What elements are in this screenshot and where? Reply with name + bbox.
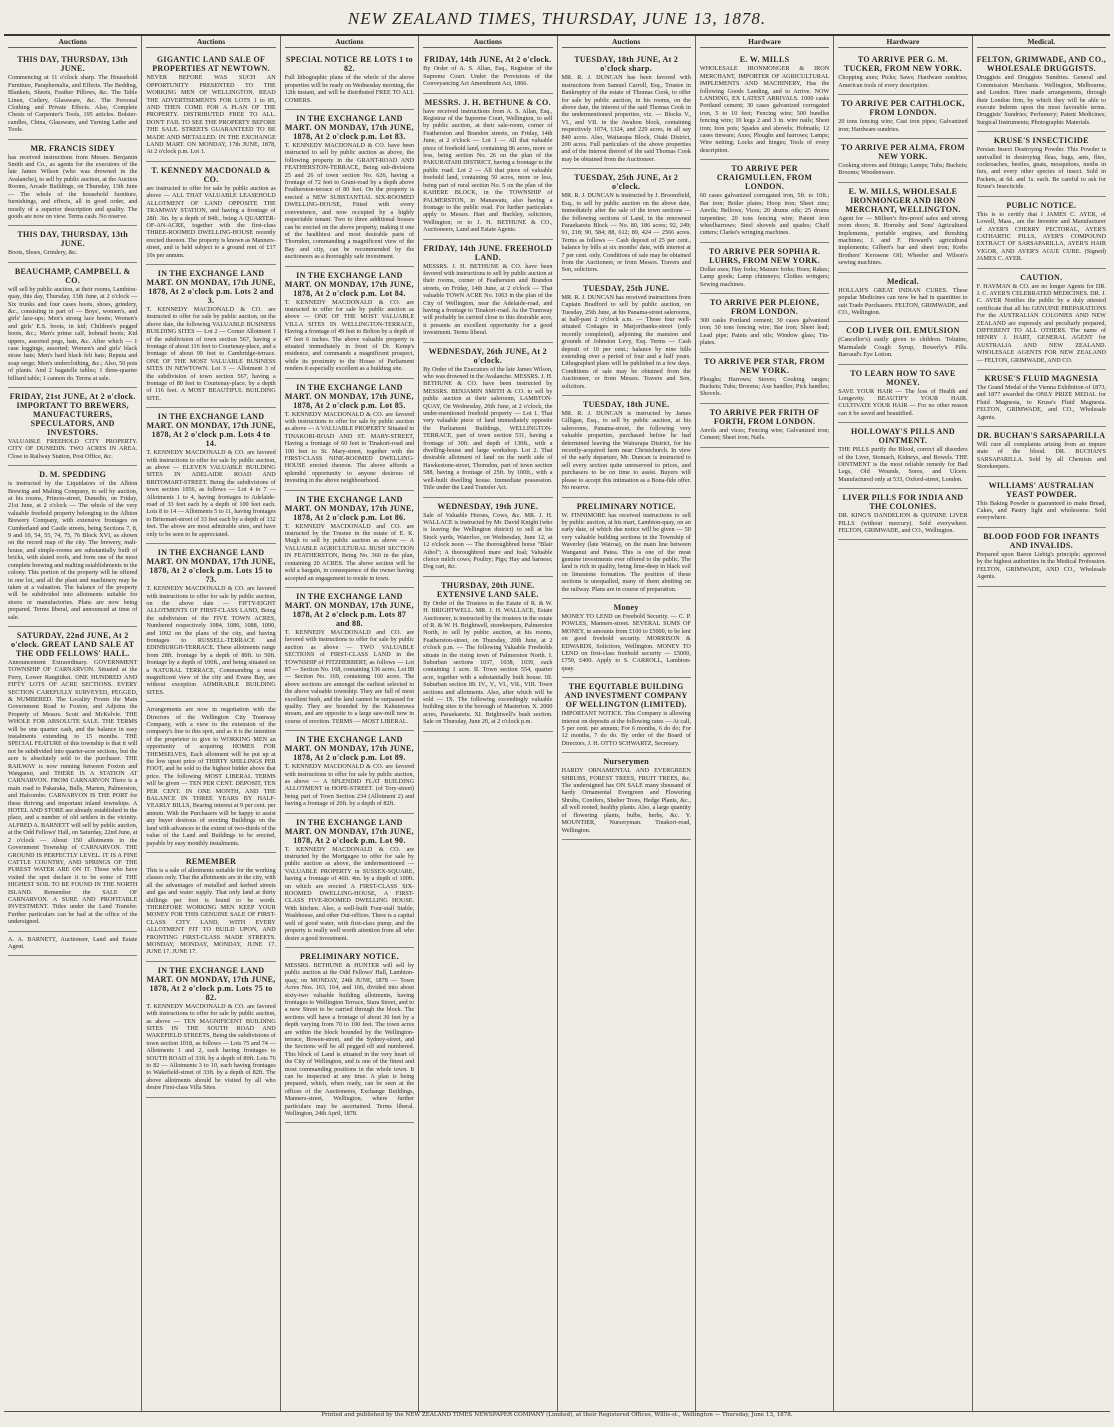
column-heading: Auctions — [285, 36, 414, 48]
advertisement — [977, 427, 1106, 477]
advertisement — [838, 273, 967, 323]
advertisement-body: Persian Insect Destroying Powder. This Powder is unrivalled in destroying fleas, bugs, ants, flies, cockroaches, beetles, gnats, mosquitoes, moths in furs, and every other species of insect. Sold in Packets, at 6d. and 1s. each. Be careful to ask for Kruse's Insecticide. — [976, 146, 1106, 191]
advertisement-body: A. A. BARNETT, Auctioneer, Land and Estate Agent. — [8, 935, 138, 950]
advertisement-body: Arrangements are now in negotiation with the Directors of the Wellington City Tramway Company, with a view to the extension of the company's line to this spot, and as it is the intention of the proprietor to give to WORKING MEN an opportunity of acquiring HOMES FOR THEMSELVES, Each allotment will be put up at the low upset price of THIRTY SHILLINGS PER FOOT, and be sold to the highest bidder above that price. The following MOST LIBERAL TERMS will be given — TEN PER CENT. DEPOSIT, TEN PER CENT. IN ONE MONTH, AND THE BALANCE IN THREE YEARS BY HALF-YEARLY BILLS, Bearing interest at 9 per cent. per annum. With the Purchasers will be happy to assist any buyer desirous of erecting Buildings on the land with advances to the extent of two-thirds of the value of the Land and Buildings to be erected, payable by easy monthly instalments. — [146, 706, 276, 847]
advertisement — [423, 498, 552, 577]
column-2 — [141, 36, 279, 1411]
advertisement-heading: IN THE EXCHANGE LAND MART. ON MONDAY, 17th JUNE, 1878, At 2 o'clock p.m. Lot 90. — [284, 817, 414, 845]
advertisement — [700, 294, 829, 353]
advertisement-body: Prepared upon Baron Liebig's principle; approved by the highest authorities in the Medical Profession. FELTON, GRIMWADE, AND CO., Wholesale Agents. — [976, 550, 1106, 581]
column-7 — [833, 36, 971, 1411]
column-heading: Auctions — [562, 36, 691, 48]
advertisement-heading: IN THE EXCHANGE LAND MART. ON MONDAY, 17th JUNE, 1878, At 2 o'clock p.m. Lots 4 to 14. — [146, 412, 276, 449]
advertisement-body: MR. R. J. DUNCAN is instructed by James Gilligan, Esq., to sell by public auction, at his salerooms, Panama-street, the following very valuable properties, purchased before he had determined leaving the Wairarapa District, for his recently-acquired farm near Christchurch. In view of the early departure, Mr. Duncan is instructed to sell every section quite unreserved to prices, and purchasers to be on time to assist. Buyers will please to accept this intimation as a Bona-fide offer. No reserve. — [561, 410, 691, 492]
advertisement — [8, 627, 137, 932]
advertisement-body: Full lithographic plans of the whole of the above properties will be ready on Wednesday morning, the 12th instant, and will be distributed FREE TO ALL COMERS. — [284, 74, 415, 104]
advertisement-heading: PRELIMINARY NOTICE. — [299, 951, 399, 961]
advertisement-heading: WEDNESDAY, 26th JUNE, At 2 o'clock. — [428, 346, 547, 365]
advertisement-body: IMPORTANT NOTICE. This Company is allowing interest on deposits at the following rates — At call, 5 per cent. per annum; For 6 months, 6 do do; For 12 months, 7 do do. By order of the Board of Directors, J. H. OTTO SCHWARTZ, Secretary. — [561, 710, 691, 747]
advertisement-heading: TO ARRIVE PER G. M. TUCKER, FROM NEW YORK. — [843, 55, 962, 74]
advertisement — [838, 139, 967, 183]
masthead-title: NEW ZEALAND TIMES, THURSDAY, JUNE 13, 1878. — [347, 9, 767, 28]
advertisement — [562, 396, 691, 497]
advertisement — [285, 51, 414, 110]
column-heading: Hardware — [700, 36, 829, 48]
advertisement — [146, 408, 275, 544]
advertisement-heading: IN THE EXCHANGE LAND MART. ON MONDAY, 17th JUNE, 1878, At 2 o'clock p.m. Lot 84. — [284, 270, 414, 298]
advertisement — [8, 226, 137, 262]
advertisement-body: Ploughs; Harrows; Stoves; Cooking ranges; Buckets; Tubs; Brooms; Axe handles; Pick handles; Shovels. — [699, 375, 830, 398]
advertisement-heading: TO ARRIVE PER FRITH OF FORTH, FROM LONDON. — [709, 407, 820, 426]
advertisement-heading: WILLIAMS' AUSTRALIAN YEAST POWDER. — [988, 480, 1094, 499]
advertisement-heading: BEAUCHAMP, CAMPBELL & CO. — [14, 266, 131, 285]
advertisement-body: The Grand Medal of the Vienna Exhibition of 1873, and 1877 awarded the ONLY PRIZE MEDAL for Fluid Magnesia, to Kruse's Fluid Magnesia. FELTON, GRIMWADE, and CO., Wholesale Agents. — [976, 384, 1106, 421]
advertisement-body: T. KENNEDY MACDONALD & CO. are instructed to offer for sale by public auction as above — ONE OF THE MOST VALUABLE VILLA SITES IN WELLINGTON-TERRACE, Having a frontage of 49 feet to Bolton by a depth of 47 feet 6 inches. The above valuable property is situated immediately in front of Dr. Kemp's residence, and commands a magnificent prospect, while its proximity to the House of Parliament renders it especially excellent as a building site. — [284, 298, 415, 373]
advertisement-heading: THE EQUITABLE BUILDING AND INVESTMENT COMPANY OF WELLINGTON (LIMITED). — [564, 682, 688, 710]
advertisement-body: will sell by public auction, at their rooms, Lambton-quay, this day, Thursday, 13th June, at 2 o'clock — Six trunks and four cases boots, shoes, grindery, &c., consisting in part of — Boys', women's, and girls' lace-ups; Men's strong lace boots; Women's and girls' E.S. boots, in kid; Children's pegged boots, &c.; Men's prime calf, hobnail boots; Kid uppers, assorted pegs, hats, &c. After which — 1 case leggings, assorted; Women's and girls' black straw hats; Men's hard black felt hats; Reputa and soap serge; Men's underclothing, &c.; Also, 50 pots of plants. And 2 bagatelle tables; 1 three-quarter billiard table; 1 cannon do. Terms at sale. — [8, 285, 138, 382]
advertisement-heading: TO ARRIVE PER CAITHLOCK, FROM LONDON. — [841, 99, 965, 118]
advertisement — [285, 110, 414, 267]
advertisement-heading: FELTON, GRIMWADE, AND CO., WHOLESALE DRUGGISTS. — [976, 55, 1106, 74]
advertisement-heading: GIGANTIC LAND SALE OF PROPERTIES AT NEWTOWN. — [152, 55, 270, 74]
advertisement-heading: TO LEARN HOW TO SAVE MONEY. — [850, 368, 956, 387]
advertisement-heading: TO ARRIVE PER CRAIGMULLEN, FROM LONDON. — [716, 164, 813, 192]
advertisement — [285, 379, 414, 491]
column-8 — [972, 36, 1110, 1411]
advertisement-body: SAVE YOUR HAIR — The loss of Health and Longevity. BEAUTIFY YOUR HAIR. CULTIVATE YOUR HAIR — For no other reason can it be saved and beautified. — [838, 387, 968, 417]
advertisement-heading: FRIDAY, 14th JUNE. FREEHOLD LAND. — [423, 243, 553, 262]
advertisement-heading: SATURDAY, 22nd JUNE, At 2 o'clock. GREAT LAND SALE AT THE ODD FELLOWS' HALL. — [10, 630, 135, 658]
advertisement-body: T. KENNEDY MACDONALD and CO. are favored with instructions to offer for sale by public auction as above — TWO VALUABLE SECTIONS of FIRST-CLASS LAND in the TOWNSHIP of FITZHERBERT, as follows — Lot 87 — Section No. 168, containing 136 acres. Lot 88 — Section No. 169, containing 160 acres. The above sections are amongst the earliest selected in the above valuable township. They are full of most excellent bush, and the land cannot be surpassed for quality. They are bounded by the Kahuterawa stream, and are opposite to a large saw-mill now in course of erection. TERMS — MOST LIBERAL. — [284, 628, 415, 725]
advertisement-body: T. KENNEDY MACDONALD & CO. are favored with instructions to offer for sale by public auction, on the above date — FIFTY-EIGHT ALLOTMENTS OF FIRST-CLASS LAND, Being the subdivision of the FIVE TOWN ACRES, Numbered respectively 1084, 1086, 1088, 1090, and 1092 on the plans of the city, and having frontages to RUSSELL-TERRACE and EDINBURGH-TERRACE. These allotments range from 28ft. frontage by a depth of 80ft. to 50ft. frontage by a depth of 100ft., and being situated on a NATURAL TERRACE, Commanding a most magnificent view of the city and Evans Bay, are without exception ADMIRABLE BUILDING SITES. — [146, 585, 276, 696]
advertisement-heading: TO ARRIVE PER ALMA, FROM NEW YORK. — [840, 143, 966, 162]
advertisement-body: HOLLAH'S GREAT INDIAN CURES. These popular Medicines can now be had in quantities to suit Trade Purchasers. FELTON, GRIMWADE, and CO., Wellington. — [838, 286, 968, 316]
advertisement-body: Boots, Shoes, Grindery, &c. — [8, 249, 78, 257]
advertisement — [423, 577, 552, 732]
advertisement-body: T. KENNEDY MACDONALD & CO. are favored with instructions to offer for sale by public auction, as above — ELEVEN VALUABLE BUILDING SITES IN ADELAIDE ROAD AND BRITOMART-STREET. Being the subdivisions of town section 1056, as follows — Lot 4 to 7 — Allotments 1 to 4, having frontages to Adelaide-road of 33 feet each by a depth of 100 feet each. Lots 8 to 14 — Allotments 5 to 11, having frontages to Britomart-street of 33 feet each by a depth of 132 feet. The above are most admirable sites, and have only to be seen to be appreciated. — [146, 449, 276, 538]
advertisement-body: NEVER BEFORE WAS SUCH AN OPPORTUNITY PRESENTED TO THE WORKING MEN OF WELLINGTON. READ THE ADVERTISEMENTS FOR LOTS 1 to 85, AND THEN COME FOR A PLAN OF THE PROPERTY. DISTRIBUTED FREE TO ALL. DON'T FAIL TO SEE THE PROPERTY BEFORE THE SALE. STREETS GUARANTEED TO BE MADE AND METALLED. IN THE EXCHANGE LAND MART. ON MONDAY, 17th JUNE, 1878, At 2 o'clock p.m. Lot 1. — [146, 74, 276, 156]
advertisement-heading: LIVER PILLS FOR INDIA AND THE COLONIES. — [842, 493, 964, 512]
advertisement-body: Announcement Extraordinary. GOVERNMENT TOWNSHIP OF CARNARVON. Situated at the Ferry, Lower Rangitikei. ONE HUNDRED AND FIFTY LOTS OF ACRE SECTIONS. EVERY SECTION CAREFULLY SURVEYED, PEGGED, & NUMBERED. The Locality Fronts the Main Government Road to Foxton, and Adjoins the Property of Messrs. Scott and McKelvie. THE WHOLE FOR ABSOLUTE SALE. THE TERMS will be one quarter cash, and the balance in easy instalments extending to 15 months. THE SPECIAL FEATURE of this township is that it will not be subdivided into quarter-acre sections, but the acre is absolutely sold to the purchaser. THE RAILWAY is now running between Foxton and Wanganui, and THERE IS A STATION AT CARNARVON. FROM CARNARVON There is a main road to Pakaraka, Bulls, Marton, Palmerston, and Halcombe. CARNARVON IS THE PORT for these thriving and important inland townships. A HOTEL AND STORE are already established in the place, and a number of old settlers in the vicinity. ALFRED A. BARNETT will sell by public auction, at the Odd Fellows' Hall, on Saturday, 22nd June, at 2 o'clock — About 150 allotments in the Government Township of CARNARVON. THE GROUND IS PERFECTLY LEVEL. IT IS A FINE CATTLE COUNTRY, AND SPRINGS OF THE PUREST WATER ARE ON IT. Those who have visited the spot declare it to be some of THE HIGHEST SOIL TO BE FOUND IN THE NORTH ISLAND. Remember the SALE OF CARNARVON. A SURE AND PROFITABLE INVESTMENT. Titles under the Land Transfer. Further particulars can be had at the office of the undersigned. — [8, 658, 138, 926]
advertisement-heading: IN THE EXCHANGE LAND MART. ON MONDAY, 17th JUNE, 1878, At 2 o'clock p.m. Lot 86. — [284, 494, 414, 522]
advertisement — [562, 498, 691, 599]
advertisement-heading: REMEMBER — [185, 856, 237, 866]
advertisement — [8, 932, 137, 957]
advertisement — [8, 466, 137, 627]
advertisement-body: Agent for — Millner's fire-proof safes and strong room doors; R. Hornsby and Sons' Agricultural Implements, portable engines, and threshing machines; J. and F. Howard's agricultural implements; Gilbert's bar and sheet iron; Krebs Brothers' Kerosene Oil; Wheeler and Wilson's sewing machines. — [838, 214, 968, 267]
advertisement-heading: IN THE EXCHANGE LAND MART. ON MONDAY, 17th JUNE, 1878, At 2 o'clock p.m. Lots 87 and 88. — [284, 591, 414, 628]
imprint: Printed and published by the NEW ZEALAND TIMES NEWSPAPER COMPANY (Limited), at their Registered Offices, Willis-st., Wellington — Thursday, June 13, 1878. — [321, 1412, 793, 1418]
advertisement-body: VALUABLE FREEHOLD CITY PROPERTY. CITY OF DUNEDIN. TWO ACRES IN AREA. Close to Railway Station, Post Office, &c. — [8, 438, 138, 460]
advertisement-body: HARDY ORNAMENTAL AND EVERGREEN SHRUBS, FOREST TREES, FRUIT TREES, &c. The undersigned has ON SALE many thousand of hardy Ornamental Evergreen and Flowering Shrubs, Conifers, Shelter Trees, Hedge Plants, &c., all well rooted, healthy plants. Also, a large quantity of flowering plants, bulbs, herbs, &c. Y. MOUNTIER, Nurseryman. Tinakori-road, Wellington. — [561, 767, 691, 834]
advertisement-body: Cooking stoves and fittings; Lamps; Tubs; Buckets; Brooms; Woodenware. — [838, 162, 968, 177]
advertisement — [146, 702, 275, 853]
advertisement-heading: IN THE EXCHANGE LAND MART. ON MONDAY, 17th JUNE, 1878, At 2 o'clock p.m. Lot 85. — [284, 382, 414, 410]
masthead — [4, 4, 1110, 36]
advertisement-heading: MR. FRANCIS SIDEY — [30, 143, 115, 153]
advertisement-heading: HOLLOWAY'S PILLS AND OINTMENT. — [850, 427, 955, 446]
advertisement — [838, 51, 967, 95]
advertisement-body: T. KENNEDY MACDONALD & CO. are favored with instructions to offer for sale by public auction, as above — TEN MAGNIFICENT BUILDING SITES IN THE SOUTH ROAD AND WAKEFIELD STREETS, Being the subdivisions of town section 1018, as follows — Lots 75 and 74 — Allotments 1 and 2, each having frontages to SOUTH ROAD of 33ft. by a depth of 80ft. Lots 76 to 82 — Allotments 3 to 10, each having frontages to Wakefield-street of 33ft. by a depth of 82ft. The above allotments should be visited by all who desire First-class Villa Sites. — [146, 1002, 276, 1092]
advertisement-heading: BLOOD FOOD FOR INFANTS AND INVALIDS. — [983, 531, 1100, 550]
advertisement-body: Druggists and Druggists Sundries. General and Commission Merchants. Wellington, Melbourne, and London. Have made arrangements, through their London firm, by which they will be able to execute Indents upon the most favorable terms. Druggists' Sundries; Perfumery; Patent Medicines; Surgical Instruments; Photographic Materials. — [976, 74, 1106, 126]
advertisement — [146, 265, 275, 408]
advertisement-body: Dollar axes; Hay forks; Manure forks; Hoes; Rakes; Lamp goods; Lamp chimneys; Clothes wringers; Sewing machines. — [699, 265, 830, 288]
advertisement-heading: KRUSE'S INSECTICIDE — [993, 136, 1089, 146]
advertisement-heading: FRIDAY, 14th JUNE, At 2 o'clock. — [424, 55, 552, 65]
advertisement-body: 300 casks Portland cement; 30 cases galvanized iron; 30 tons fencing wire; Bar iron; Sheet lead; Lead pipe; Paints and oils; Window glass; Tin-plates. — [699, 316, 830, 347]
advertisement-body: WHOLESALE IRONMONGER & IRON MERCHANT, IMPORTER OF AGRICULTURAL IMPLEMENTS AND MACHINERY, Has the following Goods Landing, and to Arrive. NOW LANDING, EX LATEST ARRIVALS. 1000 casks Portland cement; 30 cases galvanized corrugated iron, 5 to 10 feet; Fencing wire; 500 bundles fencing wire; 10 kegs 2 and 3 in. wire nails; Sheet iron; Iron pots; Spades and shovels; Hobnails; 12 cases tinware; Axes; Ploughs and harrows; Lamps; Wire netting; Locks and hinges; Tools of every description. — [699, 65, 830, 154]
advertisement-heading: THIS DAY, THURSDAY, 13th JUNE. — [17, 55, 128, 74]
advertisement — [977, 370, 1106, 427]
advertisement — [146, 51, 275, 161]
advertisement — [285, 948, 414, 1124]
advertisement-body: T. KENNEDY MACDONALD & CO. are instructed to offer for sale by public auction, on the above date, the following VALUABLE BUSINESS BUILDING SITES — Lot 2 — Corner Allotment 1 of the subdivision of town section 567, having a frontage of about 116 feet to Courtenay-place, and a frontage of about 99 feet to Cambridge-terrace. ONE OF THE MOST VALUABLE BUSINESS SITES IN NEWTOWN. Lot 3 — Allotment 3 of the subdivision of town section 567, having a frontage of 80 feet to Courtenay-place, by a depth of 116 feet. A MOST BEAUTIFUL BUILDING SITE. — [146, 305, 276, 402]
advertisement-heading: TO ARRIVE PER PLEIONE, FROM LONDON. — [709, 297, 820, 316]
advertisement — [700, 404, 829, 448]
advertisement-body: is instructed by the Liquidators of the Albion Brewing and Malting Company, to sell by auction, at his rooms, Princes-street, Dunedin, on Friday, 21st June, at 2 o'clock — The whole of the very valuable freehold property belonging to the Albion Brewery Company, with extensive frontages on Cumberland and Castle streets, being Sections 7, 8, 9 and 10, 54, 55, 74, 75, 76 Block XVI, as shown on the record map of the city. The brewery, malt-house, and simple-rooms are substantially built of bricks, with slated roofs, and form one of the most complete brewing and malting establishments in the colony. This portion of the property will be offered in one lot, and all the plant and machinery may be taken at a valuation. The balance of the property will be subdivided into allotments suitable for stores or manufactories. Plans are now being prepared. Terms liberal, and announced at time of sale. — [8, 480, 138, 621]
advertisement — [285, 588, 414, 731]
advertisement-body: T. KENNEDY MACDONALD & CO. have been instructed to sell by public auction as above, the following property in the GRANT-ROAD AND FEATHERSTON-TERRACE, Being sub-divisions 25 and 26 of town section No. 626, having a frontage of 72 feet to Grant-road by a depth above Featherston-terrace of 80 feet. On the property is erected a NEW SUBSTANTIAL SIX-ROOMED DWELLING-HOUSE, Fitted with every convenience, and now occupied by a highly respectable tenant. Two to three additional houses can be erected on the above property, making it one of the healthiest and most desirable parts of Thorndon, commanding a magnificent view of the Bay and city, can be recommended by the auctioneers as a thoroughly safe investment. — [284, 142, 415, 261]
column-5 — [557, 36, 695, 1411]
advertisement — [146, 162, 275, 265]
advertisement-body: By Order of A. S. Allan, Esq., Registrar of the Supreme Court. Under the Provisions of the Conveyancing Act Amendment Act, 1866. — [423, 65, 553, 88]
advertisement-body: Will cure all complaints arising from an impure state of the blood. DR. BUCHAN'S SARSAPARILLA. Sold by all Chemists and Storekeepers. — [976, 441, 1106, 471]
column-heading: Medical. — [977, 36, 1106, 48]
advertisement-heading: D. M. SPEDDING — [39, 470, 107, 480]
advertisement-body: 60 cases galvanized corrugated iron, 5ft. to 10ft.; Bar iron; Boiler plates; Hoop iron; Sheet zinc; Anvils; Bellows; Vices; 20 drums oils; 25 drums turpentine; 20 tons fencing wire; Patent iron wheelbarrows; Steel shovels and spades; Chaff cutters; Clarke's wringing machines. — [699, 192, 830, 237]
column-heading: Auctions — [146, 36, 275, 48]
advertisement-heading: CAUTION. — [1020, 272, 1063, 282]
advertisement-heading: TUESDAY, 25th JUNE, At 2 o'clock. — [574, 173, 679, 192]
advertisement — [8, 140, 137, 227]
advertisement — [562, 280, 691, 396]
advertisement-body: has received instructions from Messrs. Benjamin Smith and Co., as agents for the executors of the late James Wilson (who was drowned in the Avalanche), to sell by public auction, at the Auction Rooms, Arcade Buildings, on Thursday, 13th June — The whole of the household furniture, furnishings, and effects, all in good order, and mostly of a superior description and quality. The goods are now on view. Terms cash. No reserve. — [8, 153, 138, 220]
advertisement-body: W. FINNIMORE has received instructions to sell by public auction, at his mart, Lambton-quay, on an early date, of which due notice will be given — 50 very valuable building sections in the Township of Waverley (late Wairoa), on the main line between Wanganui and Patea. This is one of the most genuine investments ever offered to the public. The land is rich in quality, being lime-deep in black soil on limestone formation. The position of these sections is unequalled, many of them abutting on the railway. Plans are in course of preparation. — [561, 511, 691, 593]
advertisement-heading: IN THE EXCHANGE LAND MART. ON MONDAY, 17th JUNE, 1878, At 2 o'clock p.m. Lots 2 and 3. — [146, 268, 276, 305]
advertisement — [562, 678, 691, 753]
advertisement-body: 20 tons fencing wire; Cast iron pipes; Galvanized iron; Hardware sundries. — [838, 118, 968, 133]
advertisement-body: T. KENNEDY MACDONALD & CO. are instructed by the Mortgagee to offer for sale by public auction as above, the undermentioned — VALUABLE PROPERTY in SUSSEX-SQUARE, having a frontage of 46ft. 4in. by a depth of 100ft. on which are erected A FIRST-CLASS SIX-ROOMED DWELLING-HOUSE, A FIRST-CLASS FIVE-ROOMED DWELLING HOUSE. With kitchen. Also, a well-built Four-stall Stable, Washhouse, and other Out-offices. There is a capital well of good water, with first-class pump, and the property is really well worth attention from all who desire a good investment. — [284, 845, 415, 942]
advertisement — [562, 753, 691, 840]
advertisement-heading: Medical. — [886, 276, 919, 286]
advertisement — [146, 544, 275, 702]
advertisement-heading: Money — [613, 602, 639, 612]
columns — [4, 36, 1110, 1412]
advertisement-body: MESSRS. BETHUNE & HUNTER will sell by public auction at the Odd Fellows' Hall, Lambton-quay, on MONDAY, 24th JUNE, 1878 — Town Acres Nos. 163, 164, and 166, divided into about sixty-two valuable building allotments, having frontages to Wellington Terrace, Stara Street, and to a new Street to be carried through the block. The sections will have a frontage of about 30 feet by a depth varying from 70 to 100 feet. The town acres are within the block bounded by the Wellington-terrace, Bowen-street, and the Sydney-street, and the Sections will be all pegged off and numbered. This block of Land is situated in the very heart of the City of Wellington, and is one of the finest and most commanding positions in the whole town. It can be inspected at any time. A plan is being prepared, which, when ready, can be seen at the offices of the Auctioneers, Exchange Buildings, Manners-street, Wellington, where further particulars may be ascertained. Terms liberal. Wellington, 24th April, 1878. — [284, 961, 415, 1118]
advertisement — [146, 853, 275, 962]
advertisement-body: T. KENNEDY MACDONALD & CO. are favored with instructions to offer for sale by public auction, as above — A SPLENDID FLAT BUILDING ALLOTMENT in HOPE-STREET. (of Tory-street) being part of Town Section 234 (Allotment 2) and having a frontage of 20ft. by a depth of 82ft. — [284, 763, 415, 808]
advertisement-body: Chopping axes; Picks; Saws; Hardware sundries; American tools of every description. — [838, 74, 968, 89]
advertisement-body: THE PILLS purify the Blood, correct all disorders of the Liver, Stomach, Kidneys, and Bowels. THE OINTMENT is the most reliable remedy for Bad Legs, Old Wounds, Sores, and Ulcers. Manufactured only at 533, Oxford-street, London. — [838, 446, 968, 483]
advertisement-body: F. HAYMAN & CO. are no longer Agents for DR. J. C. AYER'S CELEBRATED MEDICINES. DR. J. C. AYER Notifies the public by a duly attested certificate that all his GENUINE PREPARATIONS For the AUSTRALIAN COLONIES AND NEW ZEALAND are expressly and peculiarly prepared, DIFFERENT TO ALL OTHERS. The name of HENRY J. HART, GENERAL AGENT for AUSTRALIA AND NEW ZEALAND. WHOLESALE AGENTS FOR NEW ZEALAND — FELTON, GRIMWADE, AND CO. — [976, 282, 1106, 364]
advertisement — [977, 269, 1106, 370]
advertisement — [838, 365, 967, 424]
advertisement-heading: TUESDAY, 18th JUNE, At 2 o'clock sharp. — [574, 55, 679, 74]
advertisement — [423, 343, 552, 498]
advertisement-body: By Order of the Trustees in the Estate of R. & W. H. BRIGHTWELL. MR. J. H. WALLACE, Estate Auctioneer, is instructed by the trustees in the estate of R. & W. H. Brightwell, storekeepers, Palmerston North, to sell by public auction, at his rooms, Featherston-street, on Thursday, 20th June, at 2 o'clock p.m. — The following Valuable Freeholds situate in the rising town of Palmerston North. I. Suburban sections 1037, 1038, 1039, each containing 1 acre. II. Town section 554, quarter acre, together with a substantially built house. III. Suburban section 89. IV., V., VI., VII., VIII. Town sections and allotments. Also, after which will be sold — IX. The following exceedingly valuable building sites in the borough of Masterton. X. 2000 acres, Paraekaretu. XI. Brightwell's bush section. Sale on Thursday, June 20, at 2 o'clock p.m. — [423, 599, 553, 726]
advertisement-heading: FRIDAY, 21st JUNE, At 2 o'clock. IMPORTANT TO BREWERS, MANUFACTURERS, SPECULATORS, AND INVESTORS. — [9, 392, 136, 437]
advertisement — [838, 322, 967, 364]
advertisement-body: MONEY TO LEND on Freehold Security. — C. P. POWLES, Manners-street. SEVERAL SUMS OF MONEY, in amounts from £100 to £5000, to be lent on good freehold security. MORRISON & EDWARDS, Solicitors, Wellington. MONEY TO LEND on first-class freehold security — £5000, £750, £400. Apply to S. CARROLL, Lambton-quay. — [561, 612, 691, 672]
advertisement-heading: THIS DAY, THURSDAY, 13th JUNE. — [17, 230, 128, 249]
column-heading: Hardware — [838, 36, 967, 48]
advertisement-heading: THURSDAY, 20th JUNE. EXTENSIVE LAND SALE. — [436, 580, 539, 599]
column-4 — [418, 36, 556, 1411]
advertisement-heading: TUESDAY, 18th JUNE. — [582, 400, 670, 410]
advertisement-heading: DR. BUCHAN'S SARSAPARILLA — [977, 431, 1106, 441]
advertisement-body: MR. R. J. DUNCAN is instructed by J. Broomfield, Esq., to sell by public auction on the above date, immediately after the sale of the town sections — the following sections of Land, in the renowned Paraekaretu Block — No. 80, 186 acres; 92, 249; 91, 218; 90, 584; 88, 612; 89, 424 — 2566 acres. Terms as follows — Cash deposit of 25 per cent., balance by bills at six months' date, with interest at 7 per cent. only. Conditions of sale may be obtained from the Auctioneer, or from Messrs. Travers and Son, solicitors. — [561, 192, 691, 274]
column-heading: Auctions — [8, 36, 137, 48]
column-1 — [4, 36, 141, 1411]
newspaper-page — [4, 4, 1110, 1419]
advertisement — [8, 388, 137, 466]
advertisement-body: Commencing at 11 o'clock sharp. The Household Furniture, Paraphernalia, and Effects. The Bedding, Blankets, Sheets, Feather Pillows, &c. The Table Linen, Cutlery, Glassware, &c. The Personal Clothing and Private Effects. Also, Complete Chests of Carpenter's Tools, 195 articles. Bolster-candles, China, Glassware, and Turning Lathe and Tools. — [8, 74, 138, 134]
advertisement-heading: E. W. MILLS — [739, 55, 790, 65]
advertisement-heading: IN THE EXCHANGE LAND MART. ON MONDAY, 17th JUNE, 1878, At 2 o'clock p.m. Lot 89. — [284, 735, 414, 763]
advertisement — [977, 132, 1106, 196]
advertisement — [423, 51, 552, 93]
advertisement — [423, 240, 552, 343]
advertisement-heading: Nurserymen — [603, 757, 650, 767]
advertisement-body: MR. R. J. DUNCAN has received instructions from Captain Bradford to sell by public auction, on Tuesday, 25th June, at his Panama-street salerooms, at half-past 2 o'clock a.m. — Those four well-situated Cottages in Marjoribanks-street (only recently completed), adjoining the mansion and grounds of Johnston Levy, Esq. Terms — Cash deposit of 10 per cent.; balance by nine bills extending over a period of four and a half years. Lithographed plans will be published in a few days. Conditions of sale may be obtained from the Auctioneer, or from Messrs. Travers and Son, solicitors. — [561, 293, 691, 390]
advertisement — [562, 51, 691, 169]
advertisement-body: are instructed to offer for sale by public auction as above — ALL THAT VALUABLE LEASEHOLD ALLOTMENT OF LAND OPPOSITE THE TRAMWAY STATION, and having a frontage of 28ft. 3in. by a depth of 84ft., being A QUARTER-OF-AN-ACRE, together with the first-class THREE-ROOMED DWELLING-HOUSE recently erected thereon. The property is known as Manners-street, and is held subject to a ground rent of £17 10s per annum. — [146, 184, 276, 259]
advertisement-heading: COD LIVER OIL EMULSION — [846, 326, 960, 336]
advertisement — [700, 353, 829, 404]
advertisement-body: This is to certify that I JAMES C. AYER, of Lowell, Mass., am the Inventor and Manufacturer of AYER'S CHERRY PECTORAL, AYER'S CATHARTIC PILLS, AYER'S COMPOUND EXTRACT OF SARSAPARILLA, AYER'S HAIR VIGOR, AND AYER'S AGUE CURE. (Signed) JAMES C. AYER. — [976, 210, 1106, 263]
advertisement-body: T. KENNEDY MACDONALD & CO. are favored with instructions to offer for sale by public auction as above — A VALUABLE PROPERTY Situated in TINAKORI-ROAD AND ST. MARY-STREET, Having a frontage of 60 feet to Tinakori-road and 100 feet to St. Mary-street, together with the FIRST-CLASS NINE-ROOMED DWELLING-HOUSE erected thereon. The above affords a splendid opportunity to anyone desirous of investing in the above neighbourhood. — [284, 410, 415, 485]
advertisement — [8, 51, 137, 139]
advertisement — [423, 94, 552, 240]
advertisement — [700, 51, 829, 160]
advertisement-heading: IN THE EXCHANGE LAND MART. ON MONDAY, 17th JUNE, 1878, At 2 o'clock p.m. Lots 15 to 73. — [146, 548, 276, 585]
advertisement-heading: SPECIAL NOTICE RE LOTS 1 to 82. — [285, 55, 413, 74]
advertisement — [838, 95, 967, 139]
advertisement — [838, 423, 967, 489]
advertisement-heading: E. W. MILLS, WHOLESALE IRONMONGER AND IRON MERCHANT, WELLINGTON. — [845, 186, 961, 214]
advertisement-body: MESSRS. J. H. BETHUNE & CO. have been favored with instructions to sell by public auction at their rooms, corner of Featherston and Brandon streets, on Friday, 14th June, at 2 o'clock — That valuable TOWN ACRE No. 1063 in the plan of the City of Wellington, near the Adelaide-road, and having a frontage to Tinakori-road. As the Tramway will probably be carried close to this desirable acre, it presents an excellent opportunity for a good investment. Terms liberal. — [423, 262, 553, 337]
advertisement — [977, 528, 1106, 587]
advertisement — [700, 160, 829, 242]
advertisement-heading: IN THE EXCHANGE LAND MART. ON MONDAY, 17th JUNE, 1878, At 2 o'clock p.m. Lot 83. — [284, 114, 414, 142]
advertisement — [562, 169, 691, 279]
advertisement-body: DR. KING'S DANDELION & QUININE LIVER PILLS (without mercury). Sold everywhere. FELTON, GRIMWADE, and CO., Wellington. — [838, 512, 968, 534]
advertisement — [838, 489, 967, 540]
advertisement-heading: WEDNESDAY, 19th JUNE. — [437, 501, 539, 511]
advertisement-body: This is a sale of allotments suitable for the working classes only. That the allotments are in the city, with all the advantages of metalled and kerbed streets and gas and water supply. That only land at thirty shillings per foot is found to be worth. THEREFORE WORKING MEN KEEP YOUR MONEY FOR THIS GENUINE SALE OF FIRST-CLASS CITY LAND, WITH EVERY ALLOTMENT FIT TO BUILD UPON, AND FRONTING FIRST-CLASS MADE STREETS. MONDAY, MONDAY, MONDAY, JUNE 17. JUNE 17. JUNE 17. — [146, 866, 276, 956]
advertisement — [8, 263, 137, 388]
advertisement — [977, 197, 1106, 269]
column-3 — [280, 36, 418, 1411]
advertisement-body: Sale of Valuable Horses, Cows, &c. MR. J. H. WALLACE is instructed by Mr. David Knight (who is leaving the Wellington district) to sell at his Stock yards, Waterloo, on Wednesday, June 12, at 12 o'clock noon — The thoroughbred horse "Blair Athol"; A thoroughbred mare and foal; Valuable choice milch cows; Poultry; Pigs; Hay and harness; Dog cart, &c. — [423, 511, 553, 571]
advertisement-heading: KRUSE'S FLUID MAGNESIA — [984, 374, 1099, 383]
advertisement — [285, 491, 414, 588]
column-heading: Auctions — [423, 36, 552, 48]
advertisement-body: Anvils and vices; Fencing wire; Galvanized iron; Cement; Sheet iron; Nails. — [699, 426, 830, 442]
advertisement — [700, 243, 829, 294]
advertisement-body: (Cancellor's) easily given to children. Tolutine, Marmalade Cough Syrup, Bowerly's Pills. Barraud's Eye Lotion. — [838, 336, 968, 359]
advertisement — [146, 962, 275, 1098]
advertisement — [838, 183, 967, 273]
advertisement-heading: TO ARRIVE PER STAR, FROM NEW YORK. — [704, 356, 826, 375]
advertisement-body: MR. R. J. DUNCAN has been favored with instructions from Samuel Carroll, Esq., Trustee in Bankruptcy of the estate of Thomas Cook, to offer for sale by public auction, in his rooms, on the above date, the interest of the said Thomas Cook in the undermentioned properties, viz. — Blocks V., VI., and VII. in the Awahou block, containing respectively 1074, 1324, and 229 acres, in all say 840 acres. Also, Waitarapa Block, Otaki District, 200 acres. Full particulars of the above properties and of the interest thereof of the said Thomas Cook may be obtained from the Auctioneer. — [561, 74, 691, 163]
advertisement — [285, 267, 414, 379]
advertisement-heading: TO ARRIVE PER SOPHIA R. LUHRS, FROM NEW YORK. — [708, 246, 821, 265]
advertisement-heading: PRELIMINARY NOTICE. — [576, 501, 676, 511]
advertisement-body: have received instructions from A. S. Allan, Esq., Registrar of the Supreme Court, Wellington, to sell by public auction, at their sale-room, corner of Featherston and Brandon streets, on Friday, 14th June, at 2 o'clock — Lot 1 — All that valuable piece of freehold land, containing 86 acres, more or less, being section No. 26 on the plan of the PAKURATAHI DISTRICT, having a frontage to the public road. Lot 2 — All that piece of valuable freehold land, containing 50 acres, more or less, being part of rural section No. 5 on the plan of the KAHERE BLOCK, in the TOWNSHIP of PALMERSTON, in Manawatu, also having a frontage to the public road. For further particulars apply to Messrs. Hart and Buckley, solicitors, Wellington; or to J. H. BETHUNE & CO., Auctioneers, Land and Estate Agents. — [423, 107, 553, 234]
advertisement-heading: PUBLIC NOTICE. — [1006, 200, 1077, 210]
advertisement-heading: IN THE EXCHANGE LAND MART. ON MONDAY, 17th JUNE, 1878, At 2 o'clock p.m. Lots 75 to 82. — [146, 965, 276, 1002]
advertisement — [562, 599, 691, 678]
advertisement-heading: MESSRS. J. H. BETHUNE & CO. — [424, 97, 551, 107]
advertisement — [977, 477, 1106, 528]
advertisement-heading: TUESDAY, 25th JUNE. — [582, 283, 670, 293]
advertisement — [285, 814, 414, 948]
advertisement-body: T. KENNEDY MACDONALD and CO. are instructed by the Trustee in the estate of E. K. Mugh to sell by public auction as above — A VALUABLE AGRICULTURAL BUSH SECTION IN FEATHERSTON, Being No. 360 in the plan, containing 20 ACRES. The above section will be sold a bargain, in consequence of the owner having accepted an engagement to reside in town. — [284, 522, 415, 582]
advertisement — [977, 51, 1106, 132]
advertisement-body: This Baking Powder is guaranteed to make Bread, Cakes, and Pastry light and wholesome. Sold everywhere. — [976, 499, 1106, 522]
advertisement-heading: T. KENNEDY MACDONALD & CO. — [151, 165, 271, 184]
column-6 — [695, 36, 833, 1411]
advertisement-body: By Order of the Executors of the late James Wilson, who was drowned in the Avalanche. MESSRS. J. H. BETHUNE & CO. have been instructed by MESSRS. BENJAMIN SMITH & CO. to sell by public auction at their saleroom, LAMBTON-QUAY, On Wednesday, 26th June, at 2 o'clock, the under-mentioned freehold property — Lot 1. That very valuable piece of land immediately opposite the Parliament Buildings, WELLINGTON-TERRACE, part of town section 531, having a frontage of 30ft. and depth of 130ft., with a dwelling-house and large workshop. Lot 2. That desirable allotment of land on the north side of Hawkestone-street, Thorndon, part of town section 588, having a frontage of 25ft. by 100ft., with a well-built dwelling house. Immediate possession. Title under the Land Transfer Act. — [423, 365, 553, 492]
advertisement — [285, 731, 414, 813]
